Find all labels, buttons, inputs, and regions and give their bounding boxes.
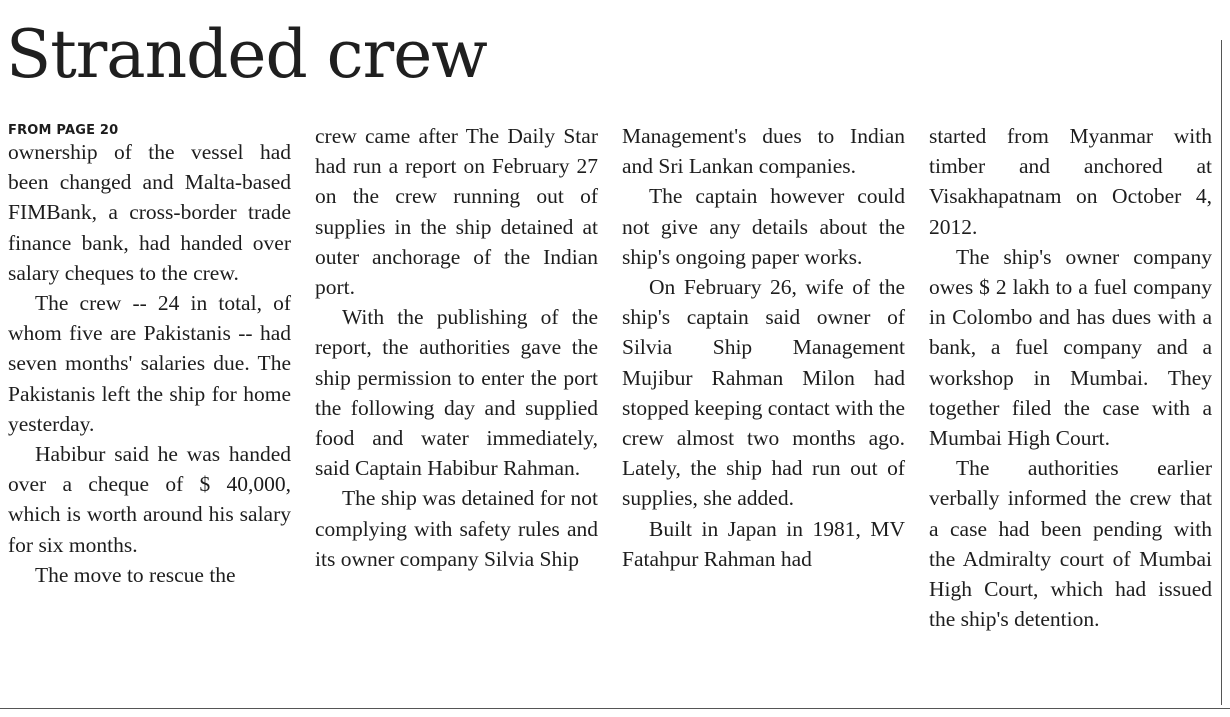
bottom-rule [0,708,1230,709]
paragraph: The move to rescue the [35,562,236,587]
column-2 [315,120,598,574]
column-rule-right [1221,40,1222,705]
paragraph: Built in Japan in 1981, MV Fatahpur Rahman had [622,516,905,571]
paragraph: The ship's owner company owes $ 2 lakh to a fuel company in Colombo and has dues with a bank, a fuel company and a workshop in Mumbai. They together filed the case with a Mumbai High Court. [929,244,1212,451]
paragraph: ownership of the vessel had been changed and Malta-based FIMBank, a cross-border trade finance bank, had handed over salary cheques to the crew. [8,140,291,285]
paragraph: The captain however could not give any details about the ship's ongoing paper works. [622,184,905,269]
paragraph: crew came after The Daily Star had run a report on February 27 on the crew running out of supplies in the ship detained at outer anchorage of the Indian port. [315,124,598,300]
column-4 [929,120,1212,634]
column-3 [622,120,905,574]
paragraph: started from Myanmar with timber and anchored at Visakhapatnam on October 4, 2012. [929,124,1212,239]
paragraph: The crew -- 24 in total, of whom five are Pakistanis -- had seven months' salaries due. The Pakistanis left the ship for home yesterday. [8,291,291,436]
paragraph: The ship was detained for not complying with safety rules and its owner company Silvia Ship [315,486,598,571]
paragraph: With the publishing of the report, the authorities gave the ship permission to enter the port the following day and supplied food and water immediately, said Captain Habibur Rahman. [315,305,598,481]
paragraph: On February 26, wife of the ship's captain said owner of Silvia Ship Management Mujibur Rahman Milon had stopped keeping contact with the crew almost two months ago. Lately, the ship had run out of supplies, she added. [622,275,906,511]
paragraph: The authorities earlier verbally informed the crew that a case had been pending with the Admiralty court of Mumbai High Court, which had issued the ship's detention. [929,456,1212,632]
paragraph: Management's dues to Indian and Sri Lankan companies. [622,124,905,179]
continuation-slug: FROM PAGE 20 [8,123,119,138]
paragraph: Habibur said he was handed over a cheque of $ 40,000, which is worth around his salary for six months. [8,442,291,557]
column-1 [8,120,291,590]
headline: Stranded crew [6,16,487,93]
